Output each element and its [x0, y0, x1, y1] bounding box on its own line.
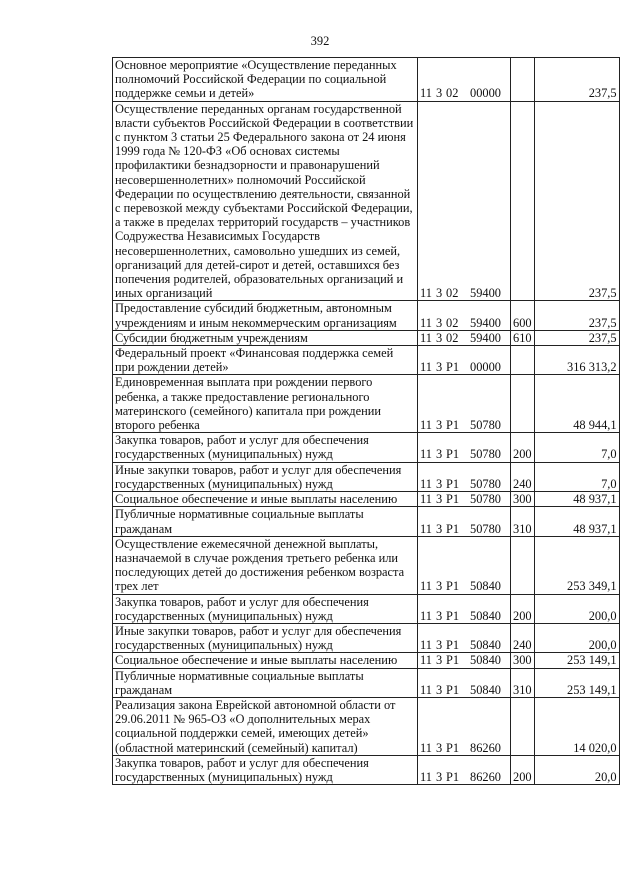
expense-name: Осуществление переданных органам государственной власти субъектов Российской Федерации в соответствии с пунктом 3 статьи 25 Федерального закона от 24 июня 1999 года № 120-ФЗ «Об основах системы профилактики безнадзорности и правонарушений несовершеннолетних» полномочий Российской Федерации по осуществлению деятельности, связанной с перевозкой между субъектами Российской Федерации, а также в пределах территорий государств – участников Содружества Независимых Государств несовершеннолетних, самовольно ушедших из семей, организаций для детей-сирот и детей, оставшихся без попечения родителей, образовательных организаций и иных организаций [113, 101, 418, 301]
expense-name: Закупка товаров, работ и услуг для обеспечения государственных (муниципальных) нужд [113, 433, 418, 462]
expense-name: Публичные нормативные социальные выплаты гражданам [113, 668, 418, 697]
code-program: 11 [420, 638, 432, 653]
code-subprogram: 3 [436, 447, 443, 462]
code-event: P1 [446, 579, 460, 594]
code-program: 11 [420, 330, 432, 345]
target-article-code [418, 594, 511, 623]
code-event: P1 [446, 360, 460, 375]
table-row [113, 507, 620, 536]
code-event: P1 [446, 447, 460, 462]
table-row [113, 433, 620, 462]
expense-type-code [511, 58, 535, 102]
expense-name: Реализация закона Еврейской автономной области от 29.06.2011 № 965-ОЗ «О дополнительных мерах социальной поддержки семей, имеющих детей» (областной материнский (семейный) капитал) [113, 697, 418, 755]
code-direction: 00000 [470, 360, 501, 375]
code-direction: 50780 [470, 447, 501, 462]
table-row [113, 462, 620, 491]
code-subprogram: 3 [436, 682, 443, 697]
expense-name: Закупка товаров, работ и услуг для обеспечения государственных (муниципальных) нужд [113, 755, 418, 784]
expense-type-code: 240 [511, 623, 535, 652]
amount: 48 937,1 [534, 507, 619, 536]
target-article-code [418, 101, 511, 301]
expense-type-code: 200 [511, 594, 535, 623]
code-subprogram: 3 [436, 579, 443, 594]
table-row [113, 668, 620, 697]
target-article-code [418, 462, 511, 491]
target-article-code [418, 58, 511, 102]
target-article-code [418, 623, 511, 652]
code-direction: 50840 [470, 653, 501, 668]
code-direction: 50840 [470, 608, 501, 623]
code-direction: 86260 [470, 769, 501, 784]
code-event: P1 [446, 521, 460, 536]
code-program: 11 [420, 608, 432, 623]
code-direction: 50840 [470, 682, 501, 697]
expense-name: Федеральный проект «Финансовая поддержка семей при рождении детей» [113, 346, 418, 375]
expense-type-code [511, 536, 535, 594]
code-program: 11 [420, 769, 432, 784]
expense-name: Единовременная выплата при рождении первого ребенка, а также предоставление регионального материнского (семейного) капитала при рождении второго ребенка [113, 375, 418, 433]
target-article-code [418, 346, 511, 375]
expense-name: Закупка товаров, работ и услуг для обеспечения государственных (муниципальных) нужд [113, 594, 418, 623]
code-subprogram: 3 [436, 476, 443, 491]
table-row [113, 375, 620, 433]
amount: 200,0 [534, 623, 619, 652]
amount: 20,0 [534, 755, 619, 784]
code-event: 02 [446, 330, 459, 345]
code-program: 11 [420, 447, 432, 462]
code-direction: 59400 [470, 330, 501, 345]
code-subprogram: 3 [436, 521, 443, 536]
code-program: 11 [420, 286, 432, 301]
target-article-code [418, 536, 511, 594]
code-subprogram: 3 [436, 769, 443, 784]
table-row [113, 755, 620, 784]
target-article-code [418, 330, 511, 345]
code-event: P1 [446, 740, 460, 755]
code-direction: 50780 [470, 521, 501, 536]
expense-type-code: 240 [511, 462, 535, 491]
table-row [113, 101, 620, 301]
code-subprogram: 3 [436, 740, 443, 755]
amount: 237,5 [534, 330, 619, 345]
code-direction: 50780 [470, 418, 501, 433]
amount: 316 313,2 [534, 346, 619, 375]
code-event: P1 [446, 653, 460, 668]
target-article-code [418, 653, 511, 668]
table-row [113, 346, 620, 375]
table-row [113, 536, 620, 594]
amount: 14 020,0 [534, 697, 619, 755]
expense-name: Основное мероприятие «Осуществление переданных полномочий Российской Федерации по социальной поддержке семьи и детей» [113, 58, 418, 102]
code-direction: 50840 [470, 638, 501, 653]
expense-type-code: 200 [511, 433, 535, 462]
code-event: P1 [446, 769, 460, 784]
expense-name: Социальное обеспечение и иные выплаты населению [113, 492, 418, 507]
code-program: 11 [420, 653, 432, 668]
code-subprogram: 3 [436, 492, 443, 507]
code-direction: 50780 [470, 476, 501, 491]
expense-type-code [511, 697, 535, 755]
amount: 253 149,1 [534, 668, 619, 697]
expense-type-code: 300 [511, 653, 535, 668]
code-program: 11 [420, 682, 432, 697]
code-subprogram: 3 [436, 638, 443, 653]
target-article-code [418, 375, 511, 433]
table-row [113, 594, 620, 623]
code-event: P1 [446, 638, 460, 653]
target-article-code [418, 492, 511, 507]
code-program: 11 [420, 492, 432, 507]
table-row [113, 301, 620, 330]
code-program: 11 [420, 521, 432, 536]
code-program: 11 [420, 315, 432, 330]
table-row [113, 330, 620, 345]
amount: 237,5 [534, 58, 619, 102]
expense-type-code: 300 [511, 492, 535, 507]
code-program: 11 [420, 86, 432, 101]
table-row [113, 492, 620, 507]
table-row [113, 653, 620, 668]
code-subprogram: 3 [436, 653, 443, 668]
code-direction: 50780 [470, 492, 501, 507]
expense-name: Осуществление ежемесячной денежной выплаты, назначаемой в случае рождения третьего ребенка или последующих детей до достижения ребенком возраста трех лет [113, 536, 418, 594]
expense-name: Предоставление субсидий бюджетным, автономным учреждениям и иным некоммерческим организациям [113, 301, 418, 330]
expense-type-code: 310 [511, 507, 535, 536]
amount: 253 349,1 [534, 536, 619, 594]
expense-type-code: 200 [511, 755, 535, 784]
table-row [113, 58, 620, 102]
code-program: 11 [420, 740, 432, 755]
expense-name: Субсидии бюджетным учреждениям [113, 330, 418, 345]
code-event: P1 [446, 608, 460, 623]
expense-type-code: 600 [511, 301, 535, 330]
expense-name: Публичные нормативные социальные выплаты гражданам [113, 507, 418, 536]
code-program: 11 [420, 360, 432, 375]
target-article-code [418, 697, 511, 755]
target-article-code [418, 433, 511, 462]
code-event: P1 [446, 492, 460, 507]
code-subprogram: 3 [436, 418, 443, 433]
target-article-code [418, 507, 511, 536]
code-subprogram: 3 [436, 360, 443, 375]
code-direction: 59400 [470, 286, 501, 301]
amount: 7,0 [534, 462, 619, 491]
amount: 253 149,1 [534, 653, 619, 668]
expense-name: Иные закупки товаров, работ и услуг для обеспечения государственных (муниципальных) нужд [113, 623, 418, 652]
code-direction: 50840 [470, 579, 501, 594]
amount: 200,0 [534, 594, 619, 623]
amount: 48 937,1 [534, 492, 619, 507]
code-program: 11 [420, 418, 432, 433]
code-event: P1 [446, 682, 460, 697]
target-article-code [418, 755, 511, 784]
expense-type-code [511, 101, 535, 301]
code-event: P1 [446, 418, 460, 433]
code-event: P1 [446, 476, 460, 491]
amount: 7,0 [534, 433, 619, 462]
code-program: 11 [420, 476, 432, 491]
amount: 48 944,1 [534, 375, 619, 433]
expense-type-code: 310 [511, 668, 535, 697]
table-row [113, 623, 620, 652]
code-event: 02 [446, 315, 459, 330]
code-event: 02 [446, 86, 459, 101]
expense-type-code: 610 [511, 330, 535, 345]
page-number: 392 [310, 34, 330, 48]
budget-table-body [113, 58, 620, 785]
code-subprogram: 3 [436, 330, 443, 345]
expense-name: Социальное обеспечение и иные выплаты населению [113, 653, 418, 668]
code-subprogram: 3 [436, 286, 443, 301]
amount: 237,5 [534, 101, 619, 301]
table-row [113, 697, 620, 755]
expense-type-code [511, 346, 535, 375]
budget-table [112, 57, 620, 785]
code-subprogram: 3 [436, 86, 443, 101]
code-direction: 59400 [470, 315, 501, 330]
amount: 237,5 [534, 301, 619, 330]
target-article-code [418, 668, 511, 697]
expense-name: Иные закупки товаров, работ и услуг для обеспечения государственных (муниципальных) нужд [113, 462, 418, 491]
expense-type-code [511, 375, 535, 433]
code-subprogram: 3 [436, 315, 443, 330]
code-direction: 00000 [470, 86, 501, 101]
code-program: 11 [420, 579, 432, 594]
code-subprogram: 3 [436, 608, 443, 623]
code-event: 02 [446, 286, 459, 301]
target-article-code [418, 301, 511, 330]
code-direction: 86260 [470, 740, 501, 755]
